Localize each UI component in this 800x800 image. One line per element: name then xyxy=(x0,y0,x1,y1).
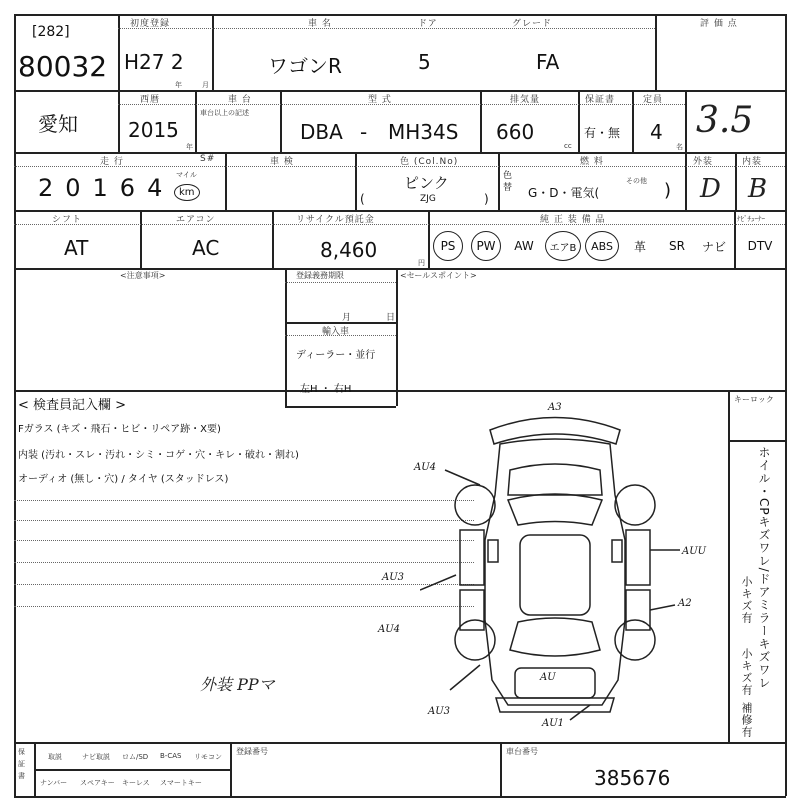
first-registration: H27 2 xyxy=(124,50,184,74)
model-type-label: 型 式 xyxy=(368,95,392,105)
interior-grade: B xyxy=(748,174,768,204)
key-lock-label: キーロック xyxy=(734,395,774,404)
registration-day: 日 xyxy=(386,313,396,323)
equipment-aw xyxy=(508,230,540,262)
first-registration-label: 初度登録 xyxy=(130,19,171,29)
pointer-3 xyxy=(420,575,456,590)
seats-unit: 名 xyxy=(676,143,683,151)
model-year: 2015 xyxy=(128,118,179,142)
vertical-sub-1: 小キズ有 xyxy=(740,576,753,624)
color-change-label: 色替 xyxy=(503,171,513,193)
grade: FA xyxy=(536,50,560,74)
model-prefix: DBA xyxy=(300,120,343,144)
damage-mark-5: A2 xyxy=(678,598,692,609)
doors-label: ドア xyxy=(418,19,438,29)
interior-label: 内装 xyxy=(742,157,763,167)
car-body-outline xyxy=(485,439,625,705)
pointer-1 xyxy=(445,470,480,485)
mileage-unit-km: km xyxy=(174,184,200,201)
equipment-pw-circle xyxy=(471,231,501,261)
import-dealer: ディーラー・並行 xyxy=(296,350,376,361)
notes-label: <注意事項> xyxy=(120,271,166,280)
damage-mark-7: AU xyxy=(540,672,556,683)
evaluation-score: 3.5 xyxy=(696,100,754,141)
fuel-label: 燃 料 xyxy=(580,157,604,167)
seats-label: 定員 xyxy=(643,95,664,105)
pointer-4 xyxy=(650,605,675,610)
equipment-airbag-label: エアB xyxy=(549,242,577,254)
equipment-pw-label: PW xyxy=(476,239,496,253)
fuel-close: ) xyxy=(664,180,672,201)
wheel-front-left xyxy=(455,485,495,525)
wheel-rear-left xyxy=(455,620,495,660)
door-left-front xyxy=(460,530,484,585)
equipment-leather-label: 革 xyxy=(633,239,646,254)
model-code: MH34S xyxy=(388,120,459,144)
sales-point-label: <セールスポイント> xyxy=(400,271,477,280)
equipment-abs-circle xyxy=(585,231,619,261)
option-number-plate: ナンバー xyxy=(40,779,68,787)
score-label: 評 価 点 xyxy=(700,19,738,29)
equipment-abs-label: ABS xyxy=(591,239,613,253)
damage-mark-4: AU3 xyxy=(382,572,405,583)
car-damage-diagram xyxy=(420,400,690,740)
equipment-pw xyxy=(470,230,502,262)
fuel-options: G・D・電気( xyxy=(528,186,600,200)
equipment-dtv xyxy=(738,230,782,262)
equipment-airbag-circle xyxy=(545,231,581,261)
equipment-airbag xyxy=(544,230,582,262)
equipment-ps-circle xyxy=(433,231,463,261)
model-year-label: 西暦 xyxy=(140,95,161,105)
option-navi-manual: ナビ取説 xyxy=(82,753,110,761)
shift-label: シフト xyxy=(52,215,83,225)
car-name: ワゴンR xyxy=(268,54,342,78)
equipment-aw-label: AW xyxy=(514,239,534,253)
damage-mark-9: AU1 xyxy=(542,718,565,729)
option-smart-key: スマートキー xyxy=(160,779,202,787)
color-paren-open: ( xyxy=(360,192,365,206)
footer-side-label: 保証書 xyxy=(18,748,25,780)
model-year-unit: 年 xyxy=(186,143,193,151)
chassis-label: 車 台 xyxy=(228,95,252,105)
first-reg-month-unit: 月 xyxy=(202,81,209,89)
option-keyless: キーレス xyxy=(122,779,150,787)
mileage-unit-mile: マイル xyxy=(176,171,197,179)
equipment-label: 純 正 装 備 品 xyxy=(540,215,606,225)
import-label: 輸入車 xyxy=(322,327,350,337)
equipment-sunroof xyxy=(662,230,692,262)
equipment-leather xyxy=(626,230,654,262)
shift: AT xyxy=(64,236,89,260)
lot-number: 80032 xyxy=(18,50,108,83)
color-value: ピンク xyxy=(404,174,449,192)
damage-mark-8: AU3 xyxy=(428,706,451,717)
door-right-front xyxy=(626,530,650,585)
vertical-note: ホイル・CPキズワレ/ドアミラーキズワレ xyxy=(757,446,771,690)
model-dash: - xyxy=(360,120,368,144)
vertical-sub-3: 補修有 xyxy=(740,702,753,738)
ac-label: エアコン xyxy=(176,215,216,225)
wheel-rear-right xyxy=(615,620,655,660)
damage-mark-1: A3 xyxy=(548,402,562,413)
roof-outline xyxy=(520,535,590,615)
vin-label: 車台番号 xyxy=(506,747,538,756)
option-manual: 取説 xyxy=(48,753,62,761)
mirror-right xyxy=(612,540,622,562)
registration-month: 月 xyxy=(342,313,352,323)
mileage-label: 走 行 xyxy=(100,157,124,167)
handwritten-exterior-note: 外装 PPマ xyxy=(200,675,275,694)
windshield-outline xyxy=(508,494,602,525)
damage-mark-6: AU4 xyxy=(378,624,401,635)
warranty: 有・無 xyxy=(584,126,621,140)
equipment-ps xyxy=(432,230,464,262)
option-spare-key: スペアキー xyxy=(80,779,115,787)
inspector-line-1: Fガラス (キズ・飛石・ヒビ・リペア跡・X要) xyxy=(18,424,221,435)
damage-mark-2: AU4 xyxy=(414,462,437,473)
rear-window-outline xyxy=(510,618,600,656)
vertical-sub-2: 小キズ有 xyxy=(740,648,753,696)
vin: 385676 xyxy=(594,766,671,790)
import-steering: 左H ・ 右H xyxy=(300,384,352,395)
color-code: ZJG xyxy=(420,194,436,204)
wheel-front-right xyxy=(615,485,655,525)
serial-label: S# xyxy=(200,154,216,164)
hood-outline xyxy=(508,464,602,495)
exterior-grade: D xyxy=(700,174,721,204)
inspector-title: < 検査員記入欄 > xyxy=(18,398,127,413)
lot-code: [282] xyxy=(32,24,70,40)
equipment-ps-label: PS xyxy=(440,239,456,253)
color-label: 色 (Col.No) xyxy=(400,157,459,167)
fuel-other-label: その他 xyxy=(626,177,647,185)
air-conditioner: AC xyxy=(192,236,220,260)
inspector-line-3: オーディオ (無し・穴) / タイヤ (スタッドレス) xyxy=(18,474,229,485)
equipment-abs xyxy=(584,230,620,262)
option-rom-sd: ロム/SD xyxy=(122,753,149,761)
recycle-fee: 8,460 xyxy=(320,238,378,262)
pointer-5 xyxy=(450,665,480,690)
color-paren-close: ) xyxy=(484,192,489,206)
displacement-label: 排気量 xyxy=(510,95,541,105)
cc-unit: cc xyxy=(564,142,572,150)
option-bcas: B-CAS xyxy=(160,752,182,760)
grade-label: グレード xyxy=(512,19,553,29)
mileage: 20164 xyxy=(38,174,175,202)
registration-number-label: 登録番号 xyxy=(236,747,268,756)
exterior-label: 外装 xyxy=(693,157,714,167)
seats: 4 xyxy=(650,120,663,144)
registration-deadline-label: 登録義務期限 xyxy=(296,271,344,280)
inspector-line-2: 内装 (汚れ・スレ・汚れ・シミ・コゲ・穴・キレ・破れ・割れ) xyxy=(18,450,299,461)
equipment-dtv-label: DTV xyxy=(747,239,773,253)
doors: 5 xyxy=(418,50,431,74)
front-bumper xyxy=(490,418,620,445)
warranty-label: 保証書 xyxy=(585,95,616,105)
equipment-sunroof-label: SR xyxy=(669,239,685,253)
damage-mark-3: AUU xyxy=(682,546,707,557)
region: 愛知 xyxy=(38,112,78,136)
inspection-label: 車 検 xyxy=(270,157,294,167)
displacement: 660 xyxy=(496,120,535,144)
mirror-left xyxy=(488,540,498,562)
option-remote: リモコン xyxy=(194,753,222,761)
first-reg-year-unit: 年 xyxy=(175,81,182,89)
equipment-navi xyxy=(698,230,730,262)
navi-tuner-label: ﾅﾋﾞﾁｭｰﾅｰ xyxy=(737,215,765,223)
recycle-fee-label: リサイクル預託金 xyxy=(296,215,375,225)
car-name-label: 車 名 xyxy=(308,19,332,29)
equipment-navi-label: ナビ xyxy=(701,239,726,254)
chassis-note: 車台以上の記述 xyxy=(200,109,249,117)
yen-unit: 円 xyxy=(418,259,425,267)
